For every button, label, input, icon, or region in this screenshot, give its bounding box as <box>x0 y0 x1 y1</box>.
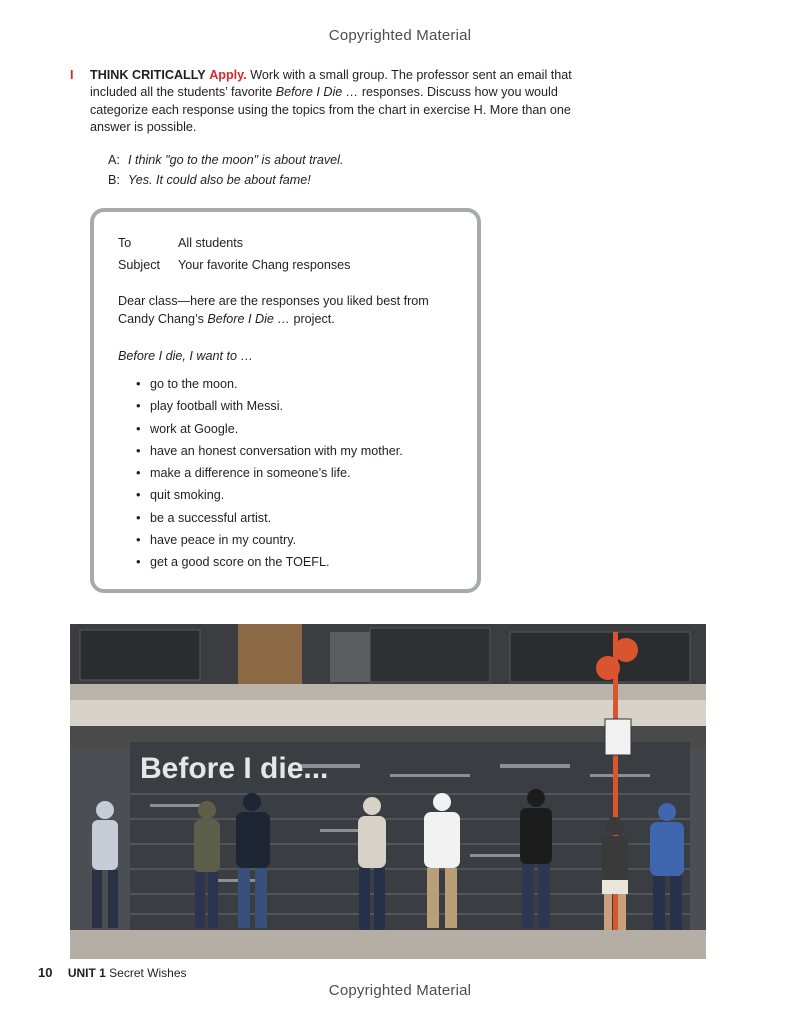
exercise-skill: Apply. <box>209 68 247 82</box>
email-prompt: Before I die, I want to … <box>118 349 254 363</box>
email-body-title: Before I Die … <box>207 311 290 326</box>
exercise-label: THINK CRITICALLY <box>90 68 206 82</box>
response-text: play football with Messi. <box>150 399 283 414</box>
response-text: be a successful artist. <box>150 510 272 525</box>
page-footer <box>38 965 187 980</box>
dialogue-speaker: B: <box>108 173 120 187</box>
bullet-icon: • <box>136 554 141 570</box>
response-list <box>136 375 403 576</box>
list-item <box>136 553 403 575</box>
email-subject-label: Subject <box>118 258 161 272</box>
dialogue-line <box>108 170 343 190</box>
email-subject-row <box>118 258 350 272</box>
bullet-icon: • <box>136 465 141 481</box>
dialogue-line <box>108 150 343 170</box>
bullet-icon: • <box>136 398 141 414</box>
response-text: have peace in my country. <box>150 533 297 548</box>
bullet-icon: • <box>136 532 141 548</box>
list-item <box>136 486 403 508</box>
instructions-title: Before I Die … <box>275 85 359 100</box>
list-item <box>136 375 403 397</box>
bullet-icon: • <box>136 420 141 436</box>
response-text: quit smoking. <box>150 488 225 503</box>
exercise-letter: I <box>70 68 74 82</box>
instructions-part-2: responses. Discuss how you would categorize each response using the topics from the chart in exercise H. More than one answer is possible. <box>90 85 571 134</box>
email-to-label: To <box>118 236 132 250</box>
dialogue-speaker: A: <box>108 153 120 167</box>
unit-title: Secret Wishes <box>109 966 187 980</box>
exercise-instructions <box>90 67 590 136</box>
email-to-row <box>118 236 243 250</box>
bullet-icon: • <box>136 376 141 391</box>
list-item <box>136 442 403 464</box>
photo-illustration <box>70 624 706 959</box>
unit-label: UNIT 1 <box>67 966 106 980</box>
copyright-watermark-top: Copyrighted Material <box>328 27 472 44</box>
email-body-part-1: Dear class—here are the responses you liked best from Candy Chang’s <box>118 294 429 326</box>
exercise-i <box>70 67 590 136</box>
instructions-part-1: Work with a small group. The professor sent an email that included all the students’ favorite <box>90 68 572 100</box>
copyright-watermark-bottom: Copyrighted Material <box>328 982 472 999</box>
list-item <box>136 509 403 531</box>
list-item <box>136 397 403 419</box>
before-i-die-photo <box>70 624 706 959</box>
email-to-value: All students <box>178 236 244 250</box>
example-dialogue <box>108 150 343 190</box>
response-text: have an honest conversation with my mother. <box>150 443 403 458</box>
bullet-icon: • <box>136 442 141 458</box>
response-text: work at Google. <box>150 421 239 436</box>
email-box <box>90 208 481 593</box>
dialogue-text: I think "go to the moon" is about travel. <box>128 153 344 167</box>
dialogue-text: Yes. It could also be about fame! <box>128 173 311 187</box>
wall-heading: Before I die... <box>140 752 329 785</box>
response-text: get a good score on the TOEFL. <box>150 555 330 570</box>
bullet-icon: • <box>136 509 141 525</box>
page-number: 10 <box>38 965 53 980</box>
response-text: make a difference in someone’s life. <box>150 466 351 481</box>
email-body-part-2: project. <box>289 311 335 326</box>
list-item <box>136 531 403 553</box>
list-item <box>136 464 403 486</box>
list-item <box>136 420 403 442</box>
bullet-icon: • <box>136 487 141 503</box>
email-subject-value: Your favorite Chang responses <box>178 258 351 272</box>
email-body <box>118 293 448 328</box>
response-text: go to the moon. <box>150 377 238 391</box>
